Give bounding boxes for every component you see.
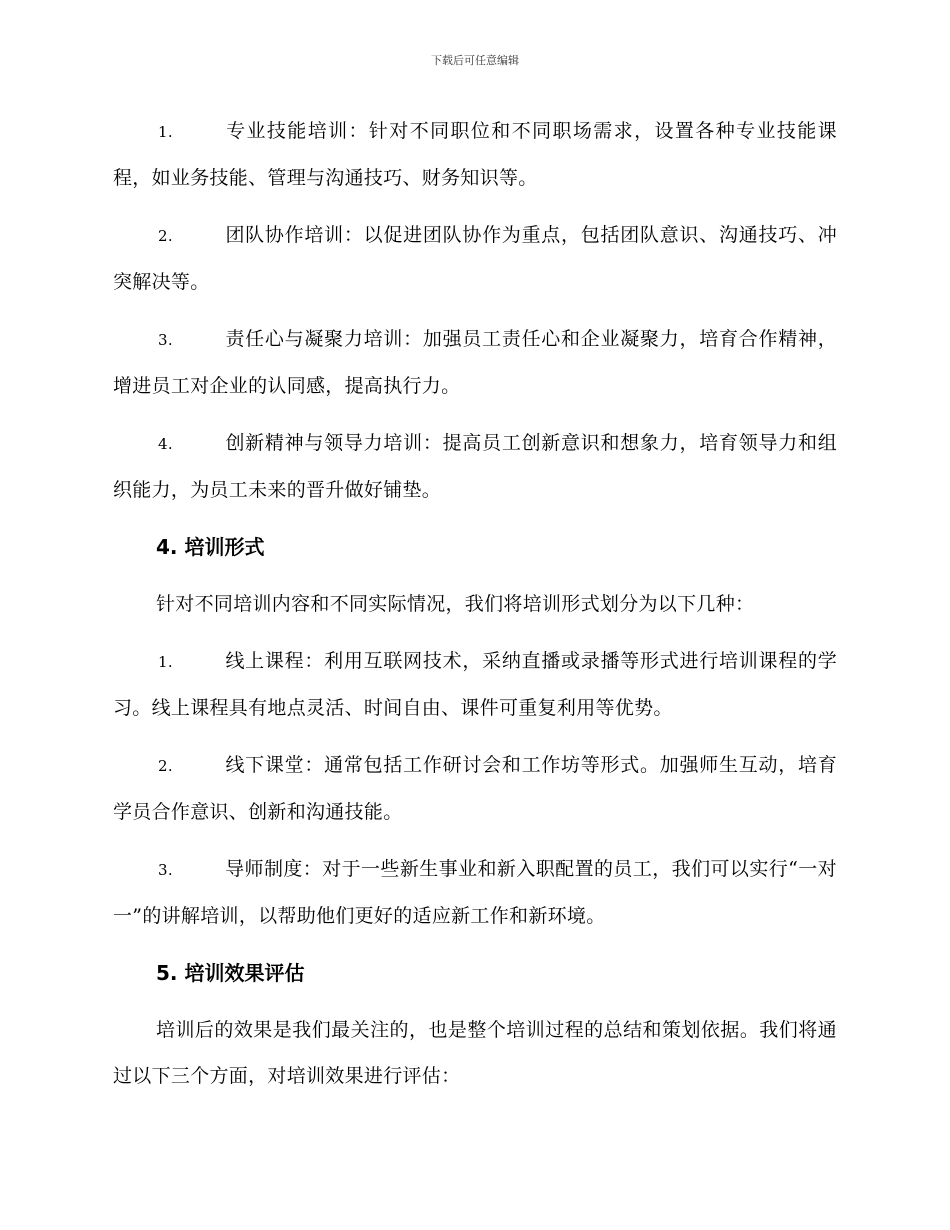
list-number: 3. <box>158 861 173 879</box>
list-number: 2. <box>158 757 173 775</box>
list-item <box>113 108 837 201</box>
section-heading: 5. 培训效果评估 <box>156 961 305 985</box>
section-intro-paragraph: 针对不同培训内容和不同实际情况，我们将培训形式划分为以下几种： <box>156 593 755 615</box>
list-item <box>113 212 837 305</box>
list-item-text: 团队协作培训：以促进团队协作为重点，包括团队意识、沟通技巧、冲突解决等。 <box>113 224 837 293</box>
list-item-text: 线下课堂：通常包括工作研讨会和工作坊等形式。加强师生互动，培育学员合作意识、创新和沟通技能。 <box>113 754 837 823</box>
list-number: 1. <box>158 653 173 671</box>
list-item-text: 线上课程：利用互联网技术，采纳直播或录播等形式进行培训课程的学习。线上课程具有地点灵活、时间自由、课件可重复利用等优势。 <box>113 650 837 719</box>
list-item <box>113 638 837 731</box>
list-item-text: 责任心与凝聚力培训：加强员工责任心和企业凝聚力，培育合作精神，增进员工对企业的认同感，提高执行力。 <box>113 328 837 397</box>
page-header: 下载后可任意编辑 <box>431 54 519 67</box>
section-heading: 4. 培训形式 <box>156 535 265 559</box>
list-item <box>113 420 837 513</box>
list-item-text: 专业技能培训：针对不同职位和不同职场需求，设置各种专业技能课程，如业务技能、管理与沟通技巧、财务知识等。 <box>113 120 837 189</box>
list-number: 1. <box>158 123 173 141</box>
list-item-text: 导师制度：对于一些新生事业和新入职配置的员工，我们可以实行“一对一”的讲解培训，以帮助他们更好的适应新工作和新环境。 <box>113 858 837 927</box>
section-intro-paragraph: 培训后的效果是我们最关注的，也是整个培训过程的总结和策划依据。我们将通过以下三个方面，对培训效果进行评估： <box>113 1019 837 1087</box>
list-item <box>113 846 837 939</box>
list-number: 3. <box>158 331 173 349</box>
list-number: 2. <box>158 227 173 245</box>
list-item <box>113 316 837 409</box>
list-number: 4. <box>158 435 173 453</box>
document-body <box>113 108 837 1110</box>
list-item <box>113 742 837 835</box>
list-item-text: 创新精神与领导力培训：提高员工创新意识和想象力，培育领导力和组织能力，为员工未来的晋升做好铺垫。 <box>113 432 837 501</box>
